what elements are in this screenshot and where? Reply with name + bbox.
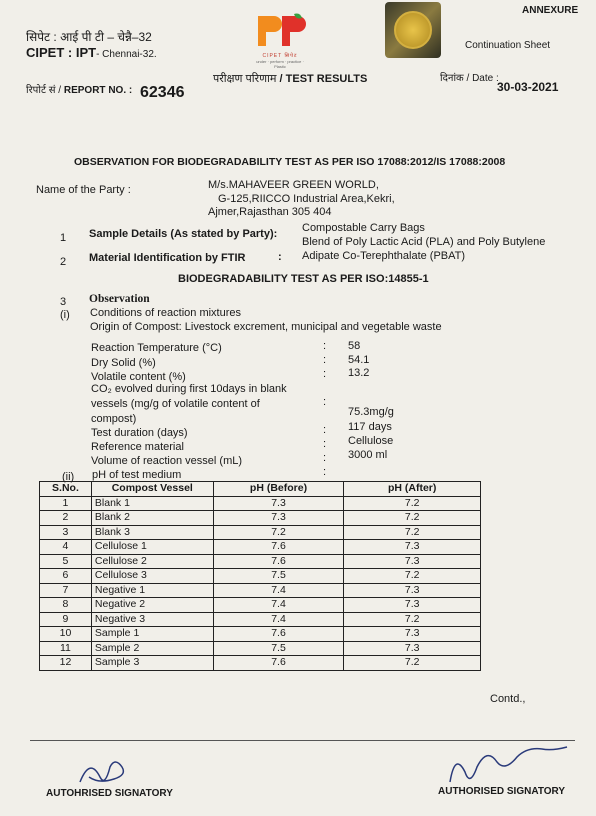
cell-ph-after: 7.2 [344, 511, 481, 526]
cell-sno: 1 [40, 496, 92, 511]
org-name [26, 45, 157, 60]
cell-vessel: Sample 3 [91, 656, 213, 671]
table-row [40, 641, 481, 656]
param-label-volatile: Volatile content (%) [91, 371, 186, 383]
table-row [40, 612, 481, 627]
cell-vessel: Cellulose 1 [91, 540, 213, 555]
cell-ph-after: 7.2 [344, 656, 481, 671]
cell-ph-before: 7.6 [213, 540, 344, 555]
hologram-seal [385, 2, 441, 58]
cell-ph-after: 7.3 [344, 554, 481, 569]
cell-ph-before: 7.5 [213, 641, 344, 656]
item-2-label: Material Identification by FTIR [89, 252, 246, 264]
cell-ph-before: 7.4 [213, 612, 344, 627]
table-row [40, 540, 481, 555]
report-number: 62346 [140, 84, 185, 101]
cell-sno: 3 [40, 525, 92, 540]
ph-table [39, 481, 481, 671]
cell-ph-before: 7.3 [213, 511, 344, 526]
logo-caption: CIPET सिपेट [262, 53, 298, 59]
table-row [40, 554, 481, 569]
cell-sno: 12 [40, 656, 92, 671]
report-date: 30-03-2021 [497, 80, 559, 94]
cell-vessel: Cellulose 3 [91, 569, 213, 584]
param-label-co2-3: compost) [91, 413, 137, 425]
ftir-value [302, 235, 545, 263]
cell-sno: 8 [40, 598, 92, 613]
party-address-line2: G-125,RIICCO Industrial Area,Kekri, [218, 192, 395, 205]
cell-sno: 7 [40, 583, 92, 598]
cell-ph-after: 7.2 [344, 612, 481, 627]
cell-ph-before: 7.3 [213, 496, 344, 511]
cell-ph-after: 7.3 [344, 583, 481, 598]
cell-sno: 11 [40, 641, 92, 656]
cell-sno: 5 [40, 554, 92, 569]
contd-label: Contd., [490, 693, 526, 705]
obs-number: 3 [60, 296, 67, 308]
cell-vessel: Blank 2 [91, 511, 213, 526]
right-signatory-label: AUTHORISED SIGNATORY [438, 786, 566, 797]
ftir-value-line1: Blend of Poly Lactic Acid (PLA) and Poly Butylene [302, 236, 546, 248]
date-label [440, 70, 499, 84]
left-signature-icon [75, 752, 135, 792]
param-label-volume: Volume of reaction vessel (mL) [91, 455, 243, 467]
annexure-label: ANNEXURE [522, 5, 579, 16]
param-colons: : : : : : : : : [323, 340, 327, 478]
sub-ii-label: (ii) [62, 471, 75, 483]
cell-ph-after: 7.3 [344, 627, 481, 642]
cell-vessel: Negative 3 [91, 612, 213, 627]
conditions-label: Conditions of reaction mixtures [90, 307, 242, 319]
logo-tagline: under · perform · practice · Plastic [256, 59, 304, 69]
report-label-hindi: रिपोर्ट सं / [26, 85, 64, 96]
param-label-co2-2: vessels (mg/g of volatile content of [91, 398, 260, 410]
org-city: - Chennai-32. [96, 49, 157, 60]
report-no-label [26, 82, 132, 96]
param-label-co2-1: CO₂ evolved during first 10days in blank [91, 383, 287, 395]
right-signature-icon [440, 742, 580, 792]
sub-i-label: (i) [60, 309, 70, 321]
item-2-colon: : [278, 251, 282, 263]
table-row [40, 656, 481, 671]
party-address-line3: Ajmer,Rajasthan 305 404 [208, 206, 332, 218]
param-value-temp: 58 [348, 340, 361, 352]
col-header-vessel: Compost Vessel [91, 482, 213, 497]
cipet-logo-icon [254, 12, 306, 48]
table-row [40, 583, 481, 598]
table-header-row [40, 482, 481, 497]
cell-ph-before: 7.4 [213, 598, 344, 613]
param-value-dry-solid: 54.1 [348, 354, 370, 366]
cell-vessel: Blank 1 [91, 496, 213, 511]
title-hindi: परीक्षण परिणाम [213, 73, 277, 85]
cell-ph-before: 7.6 [213, 656, 344, 671]
cell-ph-after: 7.3 [344, 641, 481, 656]
param-value-volatile: 13.2 [348, 367, 370, 379]
table-row [40, 511, 481, 526]
item-1-label: Sample Details (As stated by Party): [89, 228, 278, 240]
table-row [40, 598, 481, 613]
param-label-temp: Reaction Temperature (°C) [91, 342, 222, 354]
table-row [40, 627, 481, 642]
org-code: CIPET : IPT [26, 45, 97, 60]
footer-divider [30, 740, 575, 741]
param-value-volume: 3000 ml [348, 449, 388, 461]
origin-of-compost: Origin of Compost: Livestock excrement, municipal and vegetable waste [90, 321, 442, 333]
cell-ph-after: 7.2 [344, 569, 481, 584]
date-label-hindi: दिनांक [440, 73, 464, 84]
party-name: M/s.MAHAVEER GREEN WORLD, [208, 179, 379, 191]
hindi-org-name: सिपेट : आई पी टी – चेन्नै–32 [26, 30, 152, 44]
cell-ph-before: 7.6 [213, 627, 344, 642]
cell-ph-after: 7.2 [344, 496, 481, 511]
ph-label: pH of test medium [92, 469, 182, 481]
cell-ph-after: 7.2 [344, 525, 481, 540]
party-label: Name of the Party : [36, 184, 131, 196]
item-2-number: 2 [60, 256, 67, 268]
test-results-title [213, 71, 367, 86]
col-header-sno: S.No. [40, 482, 92, 497]
param-value-duration: 117 days [348, 421, 392, 433]
cell-ph-before: 7.4 [213, 583, 344, 598]
cell-vessel: Cellulose 2 [91, 554, 213, 569]
param-label-duration: Test duration (days) [91, 427, 188, 439]
cell-vessel: Sample 2 [91, 641, 213, 656]
title-english: / TEST RESULTS [279, 73, 368, 85]
biodegradability-title: BIODEGRADABILITY TEST AS PER ISO:14855-1 [178, 273, 429, 285]
cipet-logo [250, 12, 310, 69]
cell-ph-before: 7.6 [213, 554, 344, 569]
cell-sno: 6 [40, 569, 92, 584]
cell-vessel: Negative 1 [91, 583, 213, 598]
item-1-number: 1 [60, 232, 67, 244]
ftir-value-line2: Adipate Co-Terephthalate (PBAT) [302, 250, 466, 262]
cell-sno: 2 [40, 511, 92, 526]
cell-sno: 10 [40, 627, 92, 642]
col-header-ph-before: pH (Before) [213, 482, 344, 497]
cell-ph-after: 7.3 [344, 598, 481, 613]
continuation-label: Continuation Sheet [465, 40, 551, 51]
left-signatory-label: AUTOHRISED SIGNATORY [46, 788, 173, 799]
cell-sno: 4 [40, 540, 92, 555]
cell-sno: 9 [40, 612, 92, 627]
param-label-dry-solid: Dry Solid (%) [91, 357, 156, 369]
observation-title: OBSERVATION FOR BIODEGRADABILITY TEST AS PER ISO 17088:2012/IS 17088:2008 [74, 156, 506, 168]
party-address [208, 179, 395, 220]
table-row [40, 569, 481, 584]
cell-vessel: Blank 3 [91, 525, 213, 540]
cell-vessel: Sample 1 [91, 627, 213, 642]
sample-details-value: Compostable Carry Bags [302, 222, 425, 234]
report-label: REPORT NO. : [63, 85, 133, 96]
table-row [40, 525, 481, 540]
obs-heading: Observation [89, 293, 150, 305]
col-header-ph-after: pH (After) [344, 482, 481, 497]
cell-ph-after: 7.3 [344, 540, 481, 555]
date-label-english: / Date : [466, 73, 499, 84]
param-label-reference: Reference material [91, 441, 184, 453]
seal-emblem-icon [394, 11, 432, 49]
table-row [40, 496, 481, 511]
cell-ph-before: 7.2 [213, 525, 344, 540]
param-value-reference: Cellulose [348, 435, 394, 447]
cell-ph-before: 7.5 [213, 569, 344, 584]
param-value-co2: 75.3mg/g [348, 406, 394, 418]
cell-vessel: Negative 2 [91, 598, 213, 613]
